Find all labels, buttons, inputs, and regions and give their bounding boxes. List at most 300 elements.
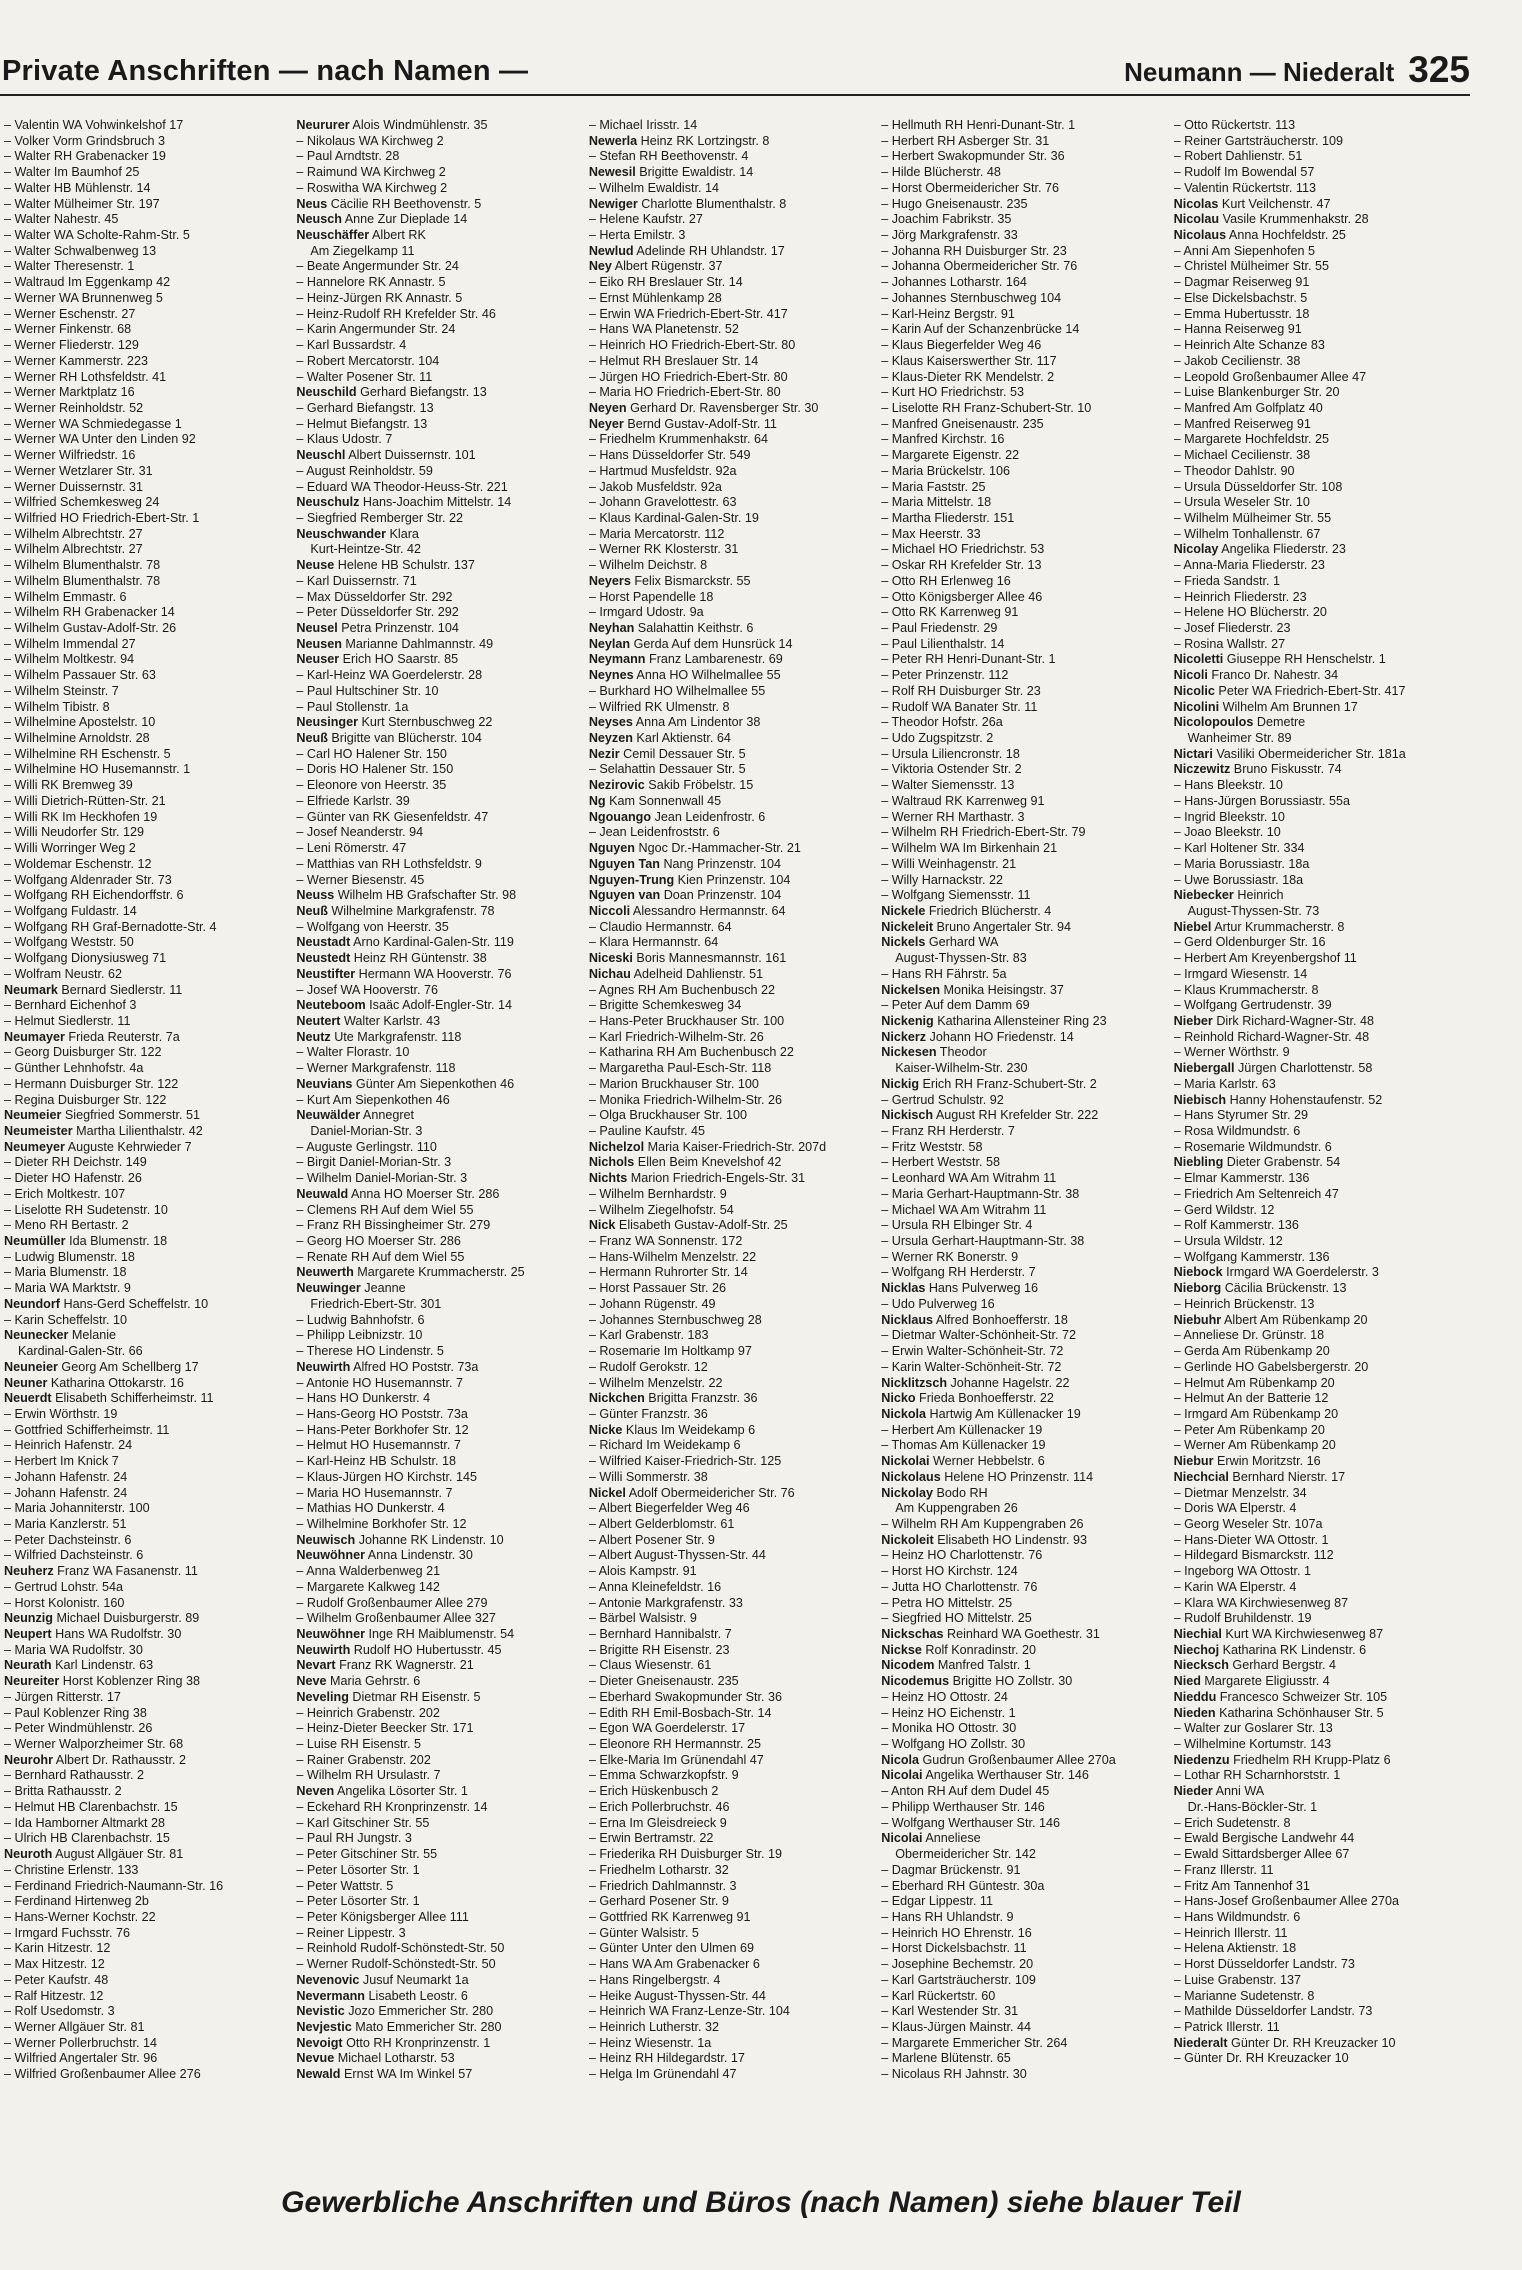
surname: Nevistic	[296, 2004, 345, 2019]
surname: Neuerdt	[4, 1391, 52, 1406]
directory-entry: Neuß Wilhelmine Markgrafenstr. 78	[296, 903, 495, 918]
directory-entry: – Willi Neudorfer Str. 129	[4, 825, 144, 840]
directory-entry: – Ralf Hitzestr. 12	[4, 1988, 104, 2003]
directory-entry: – Wilhelm Moltkestr. 94	[4, 652, 135, 667]
directory-entry: – Reiner Gartsträucherstr. 109	[1173, 133, 1344, 148]
directory-entry: Nickerz Johann HO Friedenstr. 14	[881, 1029, 1074, 1044]
directory-entry: – Herta Emilstr. 3	[588, 228, 686, 243]
surname: Neuherz	[4, 1564, 54, 1579]
directory-entry: Neuerdt Elisabeth Schifferheimstr. 11	[4, 1391, 214, 1406]
directory-entry: – Hugo Gneisenaustr. 235	[881, 196, 1028, 211]
directory-entry: – Claus Wiesenstr. 61	[588, 1658, 712, 1673]
directory-entry: – Bärbel Walsistr. 9	[588, 1611, 697, 1626]
directory-entry: – Werner Reinholdstr. 52	[4, 400, 144, 415]
surname: Neynes	[588, 668, 634, 683]
directory-entry: – Walter Theresenstr. 1	[4, 259, 135, 274]
directory-entry: – Agnes RH Am Buchenbusch 22	[588, 982, 776, 997]
directory-entry: – Maria WA Marktstr. 9	[4, 1281, 131, 1296]
directory-entry: – Hans-Georg HO Poststr. 73a	[296, 1406, 468, 1421]
directory-entry: Niceski Boris Mannesmannstr. 161	[588, 951, 787, 966]
surname: Nickerz	[881, 1029, 927, 1044]
directory-entry: – Helga Im Grünendahl 47	[588, 2067, 737, 2082]
directory-entry: Neyhan Salahattin Keithstr. 6	[588, 621, 754, 635]
directory-entry: – Werner Duissernstr. 31	[4, 479, 144, 494]
surname: Neuvians	[296, 1076, 353, 1091]
directory-entry: – Johann Gravelottestr. 63	[588, 495, 737, 510]
surname: Nieder	[1173, 1784, 1213, 1799]
directory-entry: – Karin Hitzestr. 12	[4, 1941, 111, 1956]
directory-entry: – Gottfried RK Karrenweg 91	[588, 1909, 751, 1924]
surname: Neylan	[588, 636, 631, 651]
directory-entry: – Udo Pulverweg 16	[881, 1296, 995, 1311]
directory-entry: Neuwirth Rudolf HO Hubertusstr. 45	[296, 1642, 502, 1657]
directory-entry: – Wilfried RK Ulmenstr. 8	[588, 699, 730, 714]
directory-entry: – Herbert Am Kreyenbergshof 11	[1173, 951, 1357, 966]
directory-entry: – Hans-Dieter WA Ottostr. 1	[1173, 1532, 1329, 1547]
directory-entry: Nickig Erich RH Franz-Schubert-Str. 2	[881, 1076, 1097, 1091]
directory-entry: Nicodem Manfred Talstr. 1	[881, 1658, 1031, 1673]
directory-entry: – Horst Passauer Str. 26	[588, 1281, 727, 1296]
directory-entry: – Willi Sommerstr. 38	[588, 1469, 708, 1484]
directory-entry: Neylan Gerda Auf dem Hunsrück 14	[588, 636, 793, 651]
directory-entry: Neustedt Heinz RH Güntenstr. 38	[296, 951, 487, 966]
directory-entry: – Petra HO Mittelstr. 25	[881, 1595, 1013, 1610]
directory-entry: – Eberhard RH Güntestr. 30a	[881, 1878, 1045, 1893]
directory-entry: Nguyen-Trung Kien Prinzenstr. 104	[588, 872, 791, 887]
directory-entry: – Luise Grabenstr. 137	[1173, 1972, 1302, 1987]
directory-entry: – Wolfgang Werthauser Str. 146	[881, 1815, 1060, 1830]
surname: Nickig	[881, 1076, 920, 1091]
directory-entry: Newiger Charlotte Blumenthalstr. 8	[588, 196, 787, 211]
directory-entry: – Elke-Maria Im Grünendahl 47	[588, 1752, 764, 1767]
directory-entry: Nickola Hartwig Am Küllenacker 19	[881, 1406, 1081, 1421]
directory-entry: – Alois Kampstr. 91	[588, 1564, 697, 1579]
directory-entry: – Else Dickelsbachstr. 5	[1173, 290, 1308, 305]
directory-entry: – Peter Auf dem Damm 69	[881, 998, 1030, 1013]
directory-entry: – Wilhelm Menzelstr. 22	[588, 1375, 723, 1390]
directory-entry: – Helmut HO Husemannstr. 7	[296, 1438, 461, 1453]
directory-entry: Nevistic Jozo Emmericher Str. 280	[296, 2004, 494, 2019]
surname: Neusel	[296, 621, 338, 635]
surname: Nevue	[296, 2051, 335, 2066]
surname: Neuroth	[4, 1847, 53, 1862]
surname: Neuwirth	[296, 1642, 351, 1657]
directory-entry: – Karin Scheffelstr. 10	[4, 1312, 127, 1327]
directory-entry: – Kurt Am Siepenkothen 46	[296, 1092, 450, 1107]
directory-entry: – Philipp Leibnizstr. 10	[296, 1328, 423, 1343]
directory-entry: Niccoli Alessandro Hermannstr. 64	[588, 903, 786, 918]
directory-entry: – Klaus-Jürgen HO Kirchstr. 145	[296, 1469, 477, 1484]
directory-entry: – Karin Walter-Schönheit-Str. 72	[881, 1359, 1062, 1374]
directory-entry: – Jean Leidenfroststr. 6	[588, 825, 720, 840]
directory-entry: Niebling Dieter Grabenstr. 54	[1173, 1155, 1341, 1170]
directory-entry: Neyses Anna Am Lindentor 38	[588, 715, 761, 730]
directory-entry: – Otto RH Erlenweg 16	[881, 573, 1011, 588]
directory-entry: – Ida Hamborner Altmarkt 28	[4, 1815, 165, 1830]
directory-entry: Nickele Friedrich Blücherstr. 4	[881, 903, 1052, 918]
directory-entry: Niechoj Katharina RK Lindenstr. 6	[1173, 1642, 1367, 1657]
directory-entry: – Ingrid Bleekstr. 10	[1173, 809, 1285, 824]
surname: Neuschäffer	[296, 228, 370, 243]
directory-entry: – Erna Im Gleisdreieck 9	[588, 1815, 727, 1830]
directory-entry: – Wilhelm Tonhallenstr. 67	[1173, 526, 1321, 541]
directory-entry: Neuherz Franz WA Fasanenstr. 11	[4, 1564, 198, 1579]
surname: Neuwöhner	[296, 1548, 365, 1563]
directory-entry: – Clemens RH Auf dem Wiel 55	[296, 1202, 474, 1217]
directory-entry: – Walter WA Scholte-Rahm-Str. 5	[4, 228, 190, 243]
directory-entry: – Georg Duisburger Str. 122	[4, 1045, 162, 1060]
directory-entry: – Heinz RH Hildegardstr. 17	[588, 2051, 745, 2066]
directory-entry: Neururer Alois Windmühlenstr. 35	[296, 118, 488, 132]
directory-entry: – Ferdinand Hirtenweg 2b	[4, 1894, 149, 1909]
directory-entry: – Erich Pollerbruchstr. 46	[588, 1799, 730, 1814]
directory-entry: Nevjestic Mato Emmericher Str. 280	[296, 2019, 502, 2034]
directory-entry: – Jakob Cecilienstr. 38	[1173, 353, 1301, 368]
directory-entry: Niederalt Günter Dr. RH Kreuzacker 10	[1173, 2035, 1396, 2050]
directory-entry: – Paul RH Jungstr. 3	[296, 1831, 412, 1846]
surname: Neutert	[296, 1013, 341, 1028]
directory-entry: Nicoli Franco Dr. Nahestr. 34	[1173, 668, 1339, 683]
directory-entry: – Kurt HO Friedrichstr. 53	[881, 385, 1024, 400]
surname: Niebergall	[1173, 1061, 1235, 1076]
directory-entry: Neuwöhner Inge RH Maiblumenstr. 54	[296, 1627, 515, 1641]
directory-entry: – Selahattin Dessauer Str. 5	[588, 762, 746, 777]
directory-entry: Niebecker Heinrich	[1173, 888, 1284, 903]
surname: Nicklitzsch	[881, 1375, 948, 1390]
directory-entry: – Heinrich Hafenstr. 24	[4, 1438, 133, 1453]
directory-entry: Neven Angelika Lösorter Str. 1	[296, 1784, 468, 1799]
directory-entry: – Helmut Am Rübenkamp 20	[1173, 1375, 1335, 1390]
directory-entry: – Walter Posener Str. 11	[296, 369, 433, 384]
surname: Neymann	[588, 652, 646, 667]
directory-entry: – Luise RH Eisenstr. 5	[296, 1737, 422, 1752]
directory-entry: Neymann Franz Lambarenestr. 69	[588, 652, 783, 667]
directory-entry: – Hans Ringelbergstr. 4	[588, 1972, 721, 1987]
directory-entry: – Heinrich Fliederstr. 23	[1173, 589, 1307, 604]
directory-entry: – Brigitte Schemkesweg 34	[588, 998, 742, 1013]
surname: Nguyen-Trung	[588, 872, 675, 887]
directory-entry: – Wilhelmine Kortumstr. 143	[1173, 1737, 1332, 1752]
directory-entry: – Werner Biesenstr. 45	[296, 872, 425, 887]
directory-entry: – Friedhelm Lotharstr. 32	[588, 1862, 729, 1877]
directory-entry: – Anni Am Siepenhofen 5	[1173, 243, 1316, 258]
surname: Niechoj	[1173, 1642, 1220, 1657]
directory-entry: Niebock Irmgard WA Goerdelerstr. 3	[1173, 1265, 1379, 1280]
directory-entry: – Klaus Kardinal-Galen-Str. 19	[588, 510, 759, 525]
directory-entry: – Irmgard Udostr. 9a	[588, 605, 704, 620]
directory-entry: – Klara Hermannstr. 64	[588, 935, 719, 950]
surname: Nickse	[881, 1642, 922, 1657]
surname: Nickel	[588, 1485, 626, 1500]
directory-entry: – Werner RK Bonerstr. 9	[881, 1249, 1019, 1264]
directory-entry: – Karl Westender Str. 31	[881, 2004, 1019, 2019]
surname: Newald	[296, 2067, 341, 2082]
directory-entry: Niebuhr Albert Am Rübenkamp 20	[1173, 1312, 1368, 1327]
directory-entry: – Heinrich Illerstr. 11	[1173, 1925, 1288, 1940]
directory-entry: – Karl-Heinz WA Goerdelerstr. 28	[296, 668, 483, 683]
surname: Nevart	[296, 1658, 336, 1673]
directory-entry: – Klara WA Kirchwiesenweg 87	[1173, 1595, 1349, 1610]
directory-entry: – Wilhelm Emmastr. 6	[4, 589, 127, 604]
directory-entry: – Hans Düsseldorfer Str. 549	[588, 448, 751, 463]
directory-entry: – Heinrich Grabenstr. 202	[296, 1705, 440, 1720]
surname: Nieborg	[1173, 1281, 1222, 1296]
directory-entry: – Willi RK Bremweg 39	[4, 778, 133, 793]
directory-entry: – Dieter RH Deichstr. 149	[4, 1155, 147, 1170]
directory-entry: – Wolfgang Dionysiusweg 71	[4, 951, 167, 966]
directory-entry: Neuwirth Alfred HO Poststr. 73a	[296, 1359, 479, 1374]
directory-entry: – Antonie HO Husemannstr. 7	[296, 1375, 464, 1390]
directory-entry: Nicolas Kurt Veilchenstr. 47	[1173, 196, 1331, 211]
directory-entry: Kaiser-Wilhelm-Str. 230	[895, 1061, 1028, 1076]
directory-entry: – Wilfried Großenbaumer Allee 276	[4, 2067, 201, 2082]
directory-entry: – Horst Düsseldorfer Landstr. 73	[1173, 1957, 1355, 1972]
directory-entry: – Wolfgang Fuldastr. 14	[4, 903, 137, 918]
directory-entry: Nickolai Werner Hebbelstr. 6	[881, 1454, 1045, 1469]
directory-entry: Neustifter Hermann WA Hooverstr. 76	[296, 966, 512, 981]
directory-entry: – Helene Kaufstr. 27	[588, 212, 703, 227]
directory-entry: Neuwald Anna HO Moerser Str. 286	[296, 1186, 500, 1201]
directory-entry: – Wolfgang RH Graf-Bernadotte-Str. 4	[4, 919, 217, 934]
directory-entry: – Walter Siemensstr. 13	[881, 778, 1015, 793]
directory-entry: Ngouango Jean Leidenfrostr. 6	[588, 809, 766, 824]
surname: Nickoleit	[881, 1532, 934, 1547]
directory-entry: – Hartmud Musfeldstr. 92a	[588, 463, 737, 478]
surname: Nguyen	[588, 841, 635, 856]
directory-entry: – Horst HO Kirchstr. 124	[881, 1564, 1018, 1579]
directory-entry: Neuteboom Isaäc Adolf-Engler-Str. 14	[296, 998, 512, 1013]
directory-entry: – Paul Koblenzer Ring 38	[4, 1705, 147, 1720]
surname: Nickeleit	[881, 919, 934, 934]
directory-entry: – Karl Duissernstr. 71	[296, 573, 417, 588]
directory-entry: Nguyen Ngoc Dr.-Hammacher-Str. 21	[588, 841, 801, 856]
directory-entry: Niechcial Bernhard Nierstr. 17	[1173, 1469, 1346, 1484]
directory-entry: Newald Ernst WA Im Winkel 57	[296, 2067, 473, 2082]
directory-entry: – Günter van RK Giesenfeldstr. 47	[296, 809, 489, 824]
directory-entry: – Edgar Lippestr. 11	[881, 1894, 994, 1909]
directory-entry: August-Thyssen-Str. 83	[895, 951, 1027, 966]
directory-entry: – Johannes Sternbuschweg 104	[881, 290, 1062, 305]
directory-entry: – Karl-Heinz HB Schulstr. 18	[296, 1454, 456, 1469]
directory-entry: Neuss Wilhelm HB Grafschafter Str. 98	[296, 888, 517, 903]
directory-entry: – Jutta HO Charlottenstr. 76	[881, 1579, 1038, 1594]
directory-entry: – Ursula Wildstr. 12	[1173, 1234, 1283, 1249]
directory-entry: – Wolfgang von Heerstr. 35	[296, 919, 449, 934]
surname: Neuwirth	[296, 1359, 351, 1374]
directory-entry: – Ursula Düsseldorfer Str. 108	[1173, 479, 1343, 494]
directory-entry: – Uwe Borussiastr. 18a	[1173, 872, 1304, 887]
directory-entry: Nezirovic Sakib Fröbelstr. 15	[588, 778, 754, 793]
directory-entry: – Hans-Peter Bruckhauser Str. 100	[588, 1013, 785, 1028]
directory-entry: Nickel Adolf Obermeidericher Str. 76	[588, 1485, 795, 1500]
directory-entry: Neuschulz Hans-Joachim Mittelstr. 14	[296, 495, 512, 510]
directory-entry: Neuschwander Klara	[296, 526, 419, 541]
surname: Niecksch	[1173, 1658, 1229, 1673]
directory-entry: – Erich Hüskenbusch 2	[588, 1784, 719, 1799]
directory-entry: – Horst Obermeidericher Str. 76	[881, 180, 1060, 195]
directory-entry: – Volker Vorm Grindsbruch 3	[4, 133, 165, 148]
directory-entry: – Erwin Bertramstr. 22	[588, 1831, 714, 1846]
directory-entry: – Bernhard Hannibalstr. 7	[588, 1627, 732, 1641]
directory-entry: Neuroth August Allgäuer Str. 81	[4, 1847, 184, 1862]
directory-entry: – Manfred Gneisenaustr. 235	[881, 416, 1044, 431]
directory-entry: – Jakob Musfeldstr. 92a	[588, 479, 722, 494]
directory-entry: – Hilde Blücherstr. 48	[881, 165, 1001, 180]
directory-entry: Friedrich-Ebert-Str. 301	[310, 1296, 442, 1311]
directory-entry: Neuwerth Margarete Krummacherstr. 25	[296, 1265, 525, 1280]
surname: Neuschl	[296, 448, 346, 463]
directory-entry: Neus Cäcilie RH Beethovenstr. 5	[296, 196, 482, 211]
directory-entry: – Mathilde Düsseldorfer Landstr. 73	[1173, 2004, 1373, 2019]
directory-entry: – Wilhelm Albrechtstr. 27	[4, 542, 143, 557]
directory-entry: – Walter Schwalbenweg 13	[4, 243, 157, 258]
surname: Nickschas	[881, 1627, 944, 1641]
directory-entry: – Friederika RH Duisburger Str. 19	[588, 1847, 782, 1862]
directory-entry: – Peter Am Rübenkamp 20	[1173, 1422, 1325, 1437]
directory-entry: – Wilhelm Ziegelhofstr. 54	[588, 1202, 734, 1217]
directory-entry: – Johann Rügenstr. 49	[588, 1296, 716, 1311]
directory-entry: – Ernst Mühlenkamp 28	[588, 290, 722, 305]
directory-entry: – Doris WA Elperstr. 4	[1173, 1501, 1297, 1516]
directory-entry: – Anna Kleinefeldstr. 16	[588, 1579, 722, 1594]
directory-entry: Nevue Michael Lotharstr. 53	[296, 2051, 455, 2066]
surname: Nieddu	[1173, 1689, 1217, 1704]
directory-entry: Am Kuppengraben 26	[895, 1501, 1018, 1516]
directory-entry: – Werner Kammerstr. 223	[4, 353, 148, 368]
directory-entry: – Waltraud Im Eggenkamp 42	[4, 275, 171, 290]
directory-entry: – Werner Markgrafenstr. 118	[296, 1061, 456, 1076]
surname: Newerla	[588, 133, 638, 148]
directory-entry: – Paul Arndtstr. 28	[296, 149, 400, 164]
directory-entry: – Horst Papendelle 18	[588, 589, 714, 604]
directory-entry: – Dagmar Brückenstr. 91	[881, 1862, 1021, 1877]
surname: Neyen	[588, 400, 627, 415]
directory-entry: – Wilhelmine HO Husemannstr. 1	[4, 762, 191, 777]
header-rule	[0, 94, 1470, 96]
directory-entry: – Klaus Biegerfelder Weg 46	[881, 338, 1042, 353]
directory-entry: – Wilhelm Ewaldistr. 14	[588, 180, 719, 195]
directory-entry: – Wilhelm Mülheimer Str. 55	[1173, 510, 1332, 525]
directory-entry: Nezir Cemil Dessauer Str. 5	[588, 746, 746, 761]
directory-entry: – Max Heerstr. 33	[881, 526, 981, 541]
surname: Neumüller	[4, 1234, 66, 1249]
directory-entry: – Helmut An der Batterie 12	[1173, 1391, 1329, 1406]
surname: Nicodem	[881, 1658, 935, 1673]
surname: Nicklas	[881, 1281, 926, 1296]
directory-entry: – Hermann Duisburger Str. 122	[4, 1076, 179, 1091]
directory-entry: – Richard Im Weidekamp 6	[588, 1438, 741, 1453]
directory-entry: Nicolai Angelika Werthauser Str. 146	[881, 1768, 1089, 1783]
directory-entry: – Hans-Josef Großenbaumer Allee 270a	[1173, 1894, 1400, 1909]
directory-entry: – Peter Lösorter Str. 1	[296, 1894, 420, 1909]
surname: Nguyen van	[588, 888, 661, 903]
directory-entry: – Wilhelm Großenbaumer Allee 327	[296, 1611, 496, 1626]
directory-entry: – Klaus Krummacherstr. 8	[1173, 982, 1319, 997]
surname: Neundorf	[4, 1296, 60, 1311]
directory-entry: – Eckehard RH Kronprinzenstr. 14	[296, 1799, 488, 1814]
directory-entry: – Rolf Kammerstr. 136	[1173, 1218, 1299, 1233]
surname: Neurohr	[4, 1752, 53, 1767]
surname: Neuwöhner	[296, 1627, 365, 1641]
surname: Nickola	[881, 1406, 927, 1421]
surname: Ngouango	[588, 809, 652, 824]
directory-entry: – Rudolf Bruhildenstr. 19	[1173, 1611, 1312, 1626]
directory-entry: – Heinrich Alte Schanze 83	[1173, 338, 1325, 353]
surname: Nickolaus	[881, 1469, 941, 1484]
directory-entry: – Herbert RH Asberger Str. 31	[881, 133, 1050, 148]
directory-entry: – Lothar RH Scharnhorststr. 1	[1173, 1768, 1341, 1783]
surname: Newlud	[588, 243, 634, 258]
directory-entry: – Doris HO Halener Str. 150	[296, 762, 454, 777]
surname: Neuschild	[296, 385, 357, 400]
directory-entry: – Nicolaus RH Jahnstr. 30	[881, 2067, 1027, 2082]
surname: Nictari	[1173, 746, 1213, 761]
directory-entry: Nickelsen Monika Heisingstr. 37	[881, 982, 1064, 997]
directory-entry: – Manfred Reiserweg 91	[1173, 416, 1311, 431]
directory-entry: – Wilhelmine Borkhofer Str. 12	[296, 1516, 467, 1531]
directory-entry: Dr.-Hans-Böckler-Str. 1	[1187, 1799, 1318, 1814]
directory-entry: – Wilhelm Steinstr. 7	[4, 683, 119, 698]
surname: Nieden	[1173, 1705, 1216, 1720]
directory-entry: Neuschild Gerhard Biefangstr. 13	[296, 385, 487, 400]
directory-entry: Neurath Karl Lindenstr. 63	[4, 1658, 154, 1673]
directory-entry: Nickolaus Helene HO Prinzenstr. 114	[881, 1469, 1094, 1484]
directory-entry: – Werner Wetzlarer Str. 31	[4, 463, 153, 478]
directory-entry: – Heike August-Thyssen-Str. 44	[588, 1988, 766, 2003]
directory-entry: – Emma Hubertusstr. 18	[1173, 306, 1310, 321]
surname: Niczewitz	[1173, 762, 1231, 777]
directory-entry: Newerla Heinz RK Lortzingstr. 8	[588, 133, 770, 148]
directory-entry: – Nikolaus WA Kirchweg 2	[296, 133, 444, 148]
directory-entry: – Matthias van RH Lothsfeldstr. 9	[296, 856, 482, 871]
surname: Neuschulz	[296, 495, 360, 510]
directory-entry: – Josef Neanderstr. 94	[296, 825, 424, 840]
surname: Nichts	[588, 1171, 628, 1186]
directory-entry: Neuwälder Annegret	[296, 1108, 415, 1123]
surname: Niebecker	[1173, 888, 1234, 903]
directory-entry: – Ingeborg WA Ottostr. 1	[1173, 1564, 1312, 1579]
directory-entry: – Paul Hultschiner Str. 10	[296, 683, 439, 698]
directory-entry: – Werner Pollerbruchstr. 14	[4, 2035, 158, 2050]
directory-entry: Nichols Ellen Beim Knevelshof 42	[588, 1155, 782, 1170]
directory-entry: – Klaus Kaiserswerther Str. 117	[881, 353, 1057, 368]
directory-entry: – Hanna Reiserweg 91	[1173, 322, 1302, 337]
surname: Nicoli	[1173, 668, 1208, 683]
directory-entry: – Wilhelm RH Grabenacker 14	[4, 605, 175, 620]
surname: Nied	[1173, 1674, 1201, 1689]
surname: Nickisch	[881, 1108, 934, 1123]
surname: Neupert	[4, 1627, 52, 1641]
directory-entry: Nickeleit Bruno Angertaler Str. 94	[881, 919, 1071, 934]
directory-entry: – Leopold Großenbaumer Allee 47	[1173, 369, 1367, 384]
directory-entry: – Wilhelm Passauer Str. 63	[4, 668, 156, 683]
directory-entry: Nickolay Bodo RH	[881, 1485, 988, 1500]
directory-entry: – Heinz-Dieter Beecker Str. 171	[296, 1721, 474, 1736]
surname: Nick	[588, 1218, 616, 1233]
directory-entry: – Johanna Obermeidericher Str. 76	[881, 259, 1078, 274]
directory-entry: – Ulrich HB Clarenbachstr. 15	[4, 1831, 170, 1846]
directory-entry: – Horst Dickelsbachstr. 11	[881, 1941, 1027, 1956]
directory-entry: – Udo Zugspitzstr. 2	[881, 731, 994, 746]
directory-entry: – August Reinholdstr. 59	[296, 463, 433, 478]
directory-entry: – Gerda Am Rübenkamp 20	[1173, 1344, 1330, 1359]
directory-entry: Neutert Walter Karlstr. 43	[296, 1013, 441, 1028]
directory-entry: – Britta Rathausstr. 2	[4, 1784, 122, 1799]
directory-entry: – Heinrich Brückenstr. 13	[1173, 1296, 1315, 1311]
directory-entry: Nevermann Lisabeth Leostr. 6	[296, 1988, 468, 2003]
directory-entry: Neyen Gerhard Dr. Ravensberger Str. 30	[588, 400, 819, 415]
directory-entry: Neuvians Günter Am Siepenkothen 46	[296, 1076, 515, 1091]
